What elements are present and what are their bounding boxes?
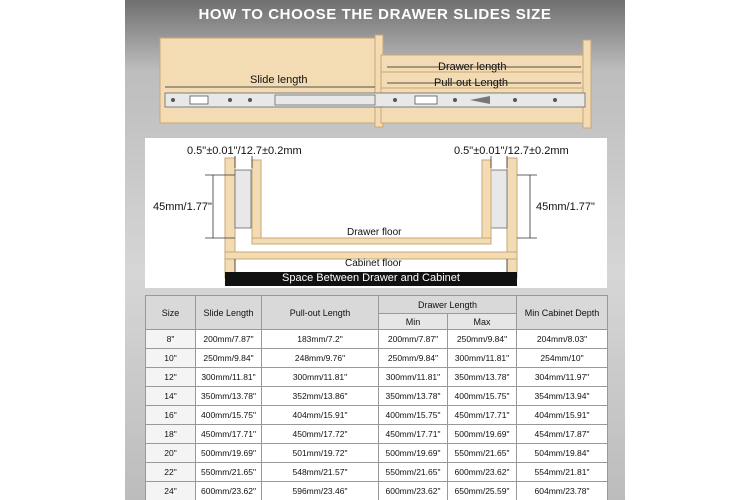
page-title: HOW TO CHOOSE THE DRAWER SLIDES SIZE <box>198 6 552 23</box>
drawer-side-left <box>252 160 261 242</box>
cell-drawer-min: 450mm/17.71" <box>379 425 448 444</box>
cell-pullout-length: 450mm/17.72" <box>262 425 379 444</box>
cell-slide-length: 350mm/13.78" <box>196 387 262 406</box>
cell-min-cabinet-depth: 554mm/21.81" <box>517 463 608 482</box>
cell-pullout-length: 596mm/23.46" <box>262 482 379 500</box>
gap-left-label: 0.5"±0.01"/12.7±0.2mm <box>187 145 302 157</box>
header-slide-length: Slide Length <box>196 296 262 330</box>
drawer-floor <box>252 238 491 244</box>
cell-pullout-length: 501mm/19.72" <box>262 444 379 463</box>
cell-size: 24" <box>146 482 196 500</box>
header-max: Max <box>448 314 517 330</box>
cabinet-wall-left <box>225 158 235 278</box>
cell-pullout-length: 548mm/21.57" <box>262 463 379 482</box>
cell-drawer-min: 600mm/23.62" <box>379 482 448 500</box>
header-pullout-length: Pull-out Length <box>262 296 379 330</box>
cell-size: 20" <box>146 444 196 463</box>
cell-drawer-max: 400mm/15.75" <box>448 387 517 406</box>
cell-size: 16" <box>146 406 196 425</box>
cell-drawer-max: 300mm/11.81" <box>448 349 517 368</box>
drawer-length-label: Drawer length <box>438 61 507 73</box>
cell-pullout-length: 183mm/7.2" <box>262 330 379 349</box>
cell-drawer-max: 250mm/9.84" <box>448 330 517 349</box>
cell-drawer-min: 400mm/15.75" <box>379 406 448 425</box>
cell-slide-length: 550mm/21.65" <box>196 463 262 482</box>
cell-slide-length: 500mm/19.69" <box>196 444 262 463</box>
header-min: Min <box>379 314 448 330</box>
cabinet-wall-right <box>507 158 517 278</box>
table-body <box>146 330 608 500</box>
cell-slide-length: 200mm/7.87" <box>196 330 262 349</box>
slide-right <box>491 170 507 228</box>
pullout-length-label: Pull-out Length <box>434 77 508 89</box>
table-row <box>146 368 608 387</box>
cell-drawer-min: 250mm/9.84" <box>379 349 448 368</box>
cell-slide-length: 250mm/9.84" <box>196 349 262 368</box>
cell-size: 22" <box>146 463 196 482</box>
cell-slide-length: 450mm/17.71" <box>196 425 262 444</box>
table-row <box>146 463 608 482</box>
height-right-label: 45mm/1.77" <box>536 201 595 213</box>
cell-drawer-max: 500mm/19.69" <box>448 425 517 444</box>
cell-drawer-min: 500mm/19.69" <box>379 444 448 463</box>
cell-min-cabinet-depth: 304mm/11.97" <box>517 368 608 387</box>
cell-min-cabinet-depth: 354mm/13.94" <box>517 387 608 406</box>
cell-min-cabinet-depth: 604mm/23.78" <box>517 482 608 500</box>
cell-min-cabinet-depth: 204mm/8.03" <box>517 330 608 349</box>
cell-pullout-length: 404mm/15.91" <box>262 406 379 425</box>
cell-min-cabinet-depth: 254mm/10" <box>517 349 608 368</box>
drawer-slide-size-guide <box>125 0 625 500</box>
cell-size: 14" <box>146 387 196 406</box>
cell-size: 10" <box>146 349 196 368</box>
cell-pullout-length: 248mm/9.76" <box>262 349 379 368</box>
cell-drawer-max: 650mm/25.59" <box>448 482 517 500</box>
slide-inner-member <box>275 95 375 105</box>
slide-length-label: Slide length <box>250 74 308 86</box>
space-between-label: Space Between Drawer and Cabinet <box>282 272 460 284</box>
cell-drawer-max: 550mm/21.65" <box>448 444 517 463</box>
cabinet-floor-label: Cabinet floor <box>345 258 402 269</box>
cell-slide-length: 300mm/11.81" <box>196 368 262 387</box>
table-row <box>146 444 608 463</box>
cell-drawer-min: 550mm/21.65" <box>379 463 448 482</box>
table-row <box>146 387 608 406</box>
header-drawer-length: Drawer Length <box>379 296 517 314</box>
table-row <box>146 425 608 444</box>
table-row <box>146 349 608 368</box>
cell-size: 18" <box>146 425 196 444</box>
cell-drawer-max: 350mm/13.78" <box>448 368 517 387</box>
cell-slide-length: 400mm/15.75" <box>196 406 262 425</box>
table-row <box>146 482 608 500</box>
cell-drawer-min: 200mm/7.87" <box>379 330 448 349</box>
cell-drawer-max: 450mm/17.71" <box>448 406 517 425</box>
header-min-cabinet-depth: Min Cabinet Depth <box>517 296 608 330</box>
height-left-label: 45mm/1.77" <box>153 201 212 213</box>
cell-pullout-length: 352mm/13.86" <box>262 387 379 406</box>
cell-size: 12" <box>146 368 196 387</box>
drawer-side-right <box>482 160 491 242</box>
cell-min-cabinet-depth: 454mm/17.87" <box>517 425 608 444</box>
cell-slide-length: 600mm/23.62" <box>196 482 262 500</box>
gap-right-label: 0.5"±0.01"/12.7±0.2mm <box>454 145 569 157</box>
cell-drawer-max: 600mm/23.62" <box>448 463 517 482</box>
header-size: Size <box>146 296 196 330</box>
cell-size: 8" <box>146 330 196 349</box>
slide-left <box>235 170 251 228</box>
cabinet-back <box>583 40 591 128</box>
cell-drawer-min: 350mm/13.78" <box>379 387 448 406</box>
cell-min-cabinet-depth: 504mm/19.84" <box>517 444 608 463</box>
cell-pullout-length: 300mm/11.81" <box>262 368 379 387</box>
table-row <box>146 406 608 425</box>
drawer-floor-label: Drawer floor <box>347 227 402 238</box>
size-table <box>145 295 608 500</box>
cell-min-cabinet-depth: 404mm/15.91" <box>517 406 608 425</box>
cell-drawer-min: 300mm/11.81" <box>379 368 448 387</box>
table-row <box>146 330 608 349</box>
